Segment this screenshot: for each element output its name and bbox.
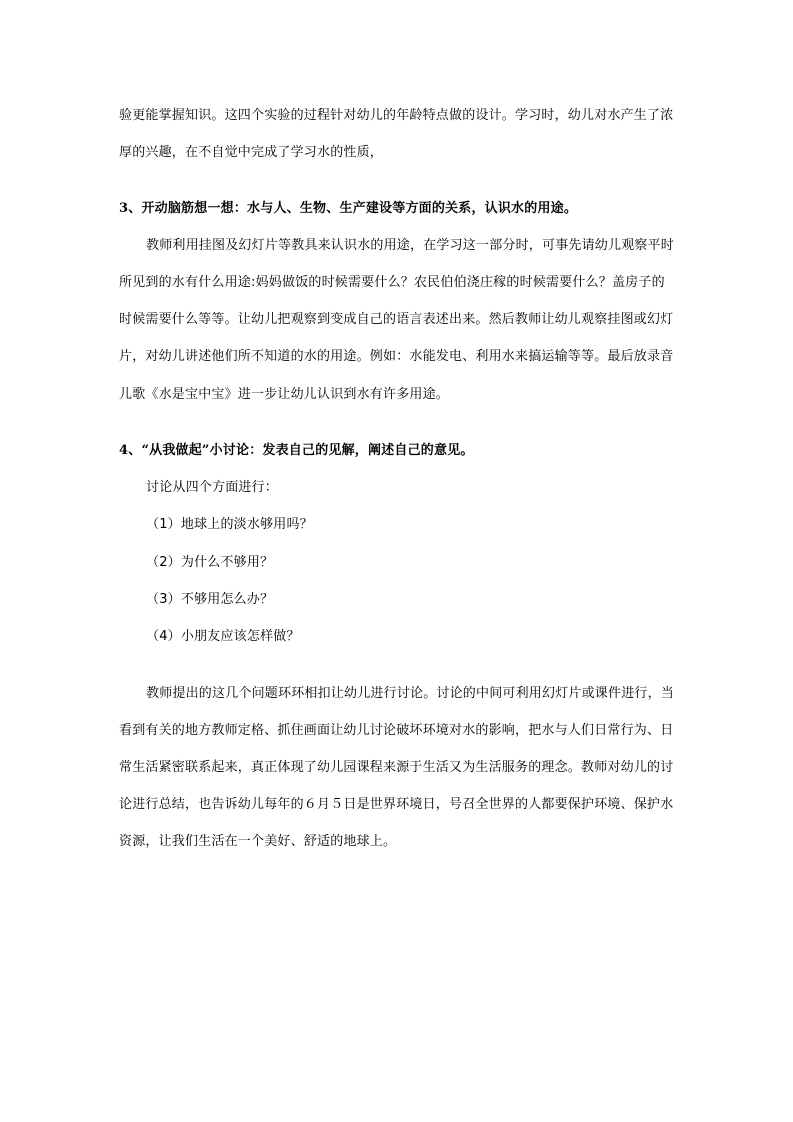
paragraph-line: 厚的兴趣，在不自觉中完成了学习水的性质，	[119, 145, 384, 160]
paragraph-line: 片，对幼儿讲述他们所不知道的水的用途。例如：水能发电、利用水来搞运输等等。最后放录音	[119, 349, 674, 364]
paragraph-line: 验更能掌握知识。这四个实验的过程针对幼儿的年龄特点做的设计。学习时，幼儿对水产生了浓	[119, 108, 674, 123]
paragraph-line: 资源，让我们生活在一个美好、舒适的地球上。	[119, 834, 397, 849]
question-item: （4）小朋友应该怎样做？	[146, 629, 300, 644]
section-3-heading: 3、开动脑筋想一想：水与人、生物、生产建设等方面的关系，认识水的用途。	[119, 201, 578, 216]
paragraph-line: 教师提出的这几个问题环环相扣让幼儿进行讨论。讨论的中间可利用幻灯片或课件进行，当	[146, 686, 675, 701]
question-item: （3）不够用怎么办？	[146, 592, 274, 607]
paragraph-line: 教师利用挂图及幻灯片等教具来认识水的用途，在学习这一部分时，可事先请幼儿观察平时	[146, 238, 675, 253]
paragraph-line: 所见到的水有什么用途:妈妈做饭的时候需要什么？农民伯伯浇庄稼的时候需要什么？盖房子的	[119, 275, 665, 290]
paragraph-line: 论进行总结，也告诉幼儿每年的６月５日是世界环境日，号召全世界的人都要保护环境、保护水	[119, 797, 674, 812]
paragraph-line: 看到有关的地方教师定格、抓住画面让幼儿讨论破坏环境对水的影响，把水与人们日常行为、日	[119, 723, 674, 738]
question-item: （1）地球上的淡水够用吗？	[146, 517, 313, 532]
discussion-intro: 讨论从四个方面进行：	[146, 480, 279, 495]
paragraph-line: 常生活紧密联系起来，真正体现了幼儿园课程来源于生活又为生活服务的理念。教师对幼儿的讨	[119, 760, 674, 775]
paragraph-line: 儿歌《水是宝中宝》进一步让幼儿认识到水有许多用途。	[119, 387, 450, 402]
paragraph-line: 时候需要什么等等。让幼儿把观察到变成自己的语言表述出来。然后教师让幼儿观察挂图或幻灯	[119, 312, 674, 327]
section-4-heading: 4、“从我做起”小讨论：发表自己的见解，阐述自己的意见。	[119, 443, 474, 458]
question-item: （2）为什么不够用？	[146, 555, 274, 570]
